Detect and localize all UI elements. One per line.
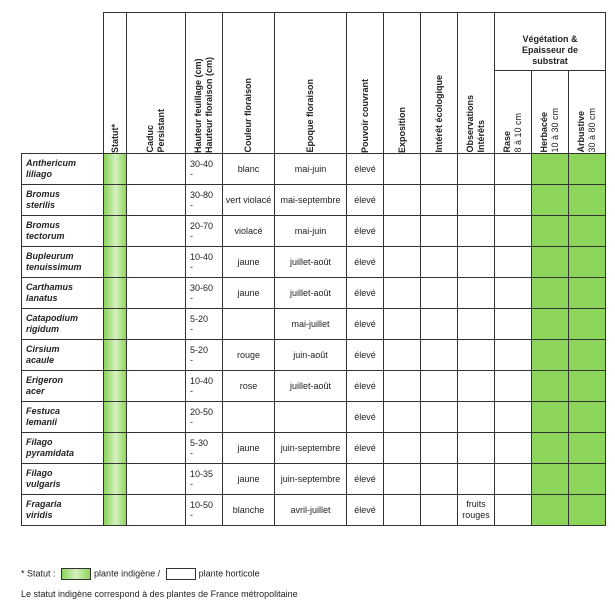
table-row [22, 340, 606, 371]
exposition-cell [384, 464, 421, 495]
pouvoir-cell: élevé [347, 309, 384, 340]
couleur-cell: rouge [223, 340, 275, 371]
pouvoir-cell: élevé [347, 247, 384, 278]
header-couleur: Couleur floraison [223, 13, 275, 154]
observations-cell: fruits rouges [458, 495, 495, 526]
herbacee-cell [532, 371, 569, 402]
rase-cell [495, 154, 532, 185]
couleur-cell: jaune [223, 464, 275, 495]
statut-cell [104, 154, 127, 185]
observations-cell [458, 433, 495, 464]
epoque-cell: avril-juillet [275, 495, 347, 526]
rase-cell [495, 495, 532, 526]
species-table [21, 12, 606, 526]
species-name: Carthamus lanatus [22, 278, 104, 309]
couleur-cell: jaune [223, 247, 275, 278]
hauteur-cell: 30-40 - [186, 154, 223, 185]
epoque-cell: juillet-août [275, 247, 347, 278]
interet-cell [421, 185, 458, 216]
caduc-cell [127, 247, 186, 278]
caduc-cell [127, 340, 186, 371]
header-observations: Observations Intérêts [458, 13, 495, 154]
exposition-cell [384, 309, 421, 340]
arbustive-cell [569, 402, 606, 433]
observations-cell [458, 340, 495, 371]
caduc-cell [127, 371, 186, 402]
exposition-cell [384, 278, 421, 309]
exposition-cell [384, 402, 421, 433]
header-interet: Intérêt écologique [421, 13, 458, 154]
rase-cell [495, 185, 532, 216]
herbacee-cell [532, 340, 569, 371]
pouvoir-cell: élevé [347, 433, 384, 464]
caduc-cell [127, 216, 186, 247]
arbustive-cell [569, 154, 606, 185]
couleur-cell: vert violacé [223, 185, 275, 216]
arbustive-cell [569, 433, 606, 464]
table-row [22, 216, 606, 247]
herbacee-cell [532, 278, 569, 309]
species-name: Catapodium rigidum [22, 309, 104, 340]
caduc-cell [127, 464, 186, 495]
statut-cell [104, 340, 127, 371]
rase-cell [495, 216, 532, 247]
arbustive-cell [569, 464, 606, 495]
hauteur-cell: 5-20 - [186, 309, 223, 340]
pouvoir-cell: élevé [347, 278, 384, 309]
observations-cell [458, 402, 495, 433]
couleur-cell: violacé [223, 216, 275, 247]
epoque-cell: juin-septembre [275, 433, 347, 464]
legend-horticole: plante horticole [198, 568, 260, 579]
hauteur-cell: 5-30 - [186, 433, 223, 464]
couleur-cell: jaune [223, 433, 275, 464]
legend-prefix: * Statut : [21, 568, 56, 579]
table-row [22, 154, 606, 185]
statut-cell [104, 185, 127, 216]
caduc-cell [127, 154, 186, 185]
hauteur-cell: 30-80 - [186, 185, 223, 216]
statut-cell [104, 278, 127, 309]
pouvoir-cell: élevé [347, 185, 384, 216]
statut-cell [104, 309, 127, 340]
hauteur-cell: 10-40 - [186, 371, 223, 402]
species-name: Fragaria viridis [22, 495, 104, 526]
couleur-cell [223, 309, 275, 340]
header-hauteur: Hauteur feuillage (cm) Hauteur floraison (cm) [186, 13, 223, 154]
interet-cell [421, 433, 458, 464]
observations-cell [458, 154, 495, 185]
statut-cell [104, 433, 127, 464]
couleur-cell: blanc [223, 154, 275, 185]
species-name: Bupleurum tenuissimum [22, 247, 104, 278]
table-row [22, 247, 606, 278]
species-name: Festuca lemanii [22, 402, 104, 433]
observations-cell [458, 278, 495, 309]
header-arbustive: Arbustive 30 à 80 cm [569, 71, 606, 154]
caduc-cell [127, 495, 186, 526]
epoque-cell: juin-août [275, 340, 347, 371]
species-name: Filago pyramidata [22, 433, 104, 464]
statut-cell [104, 247, 127, 278]
statut-cell [104, 371, 127, 402]
epoque-cell: mai-juin [275, 154, 347, 185]
epoque-cell: juin-septembre [275, 464, 347, 495]
caduc-cell [127, 278, 186, 309]
hauteur-cell: 10-40 - [186, 247, 223, 278]
herbacee-cell [532, 433, 569, 464]
species-name: Cirsium acaule [22, 340, 104, 371]
epoque-cell [275, 402, 347, 433]
epoque-cell: mai-juin [275, 216, 347, 247]
header-vegetation: Végétation & Epaisseur de substrat [495, 13, 606, 71]
couleur-cell: jaune [223, 278, 275, 309]
interet-cell [421, 247, 458, 278]
observations-cell [458, 309, 495, 340]
pouvoir-cell: élevé [347, 371, 384, 402]
interet-cell [421, 464, 458, 495]
epoque-cell: juillet-août [275, 278, 347, 309]
arbustive-cell [569, 371, 606, 402]
arbustive-cell [569, 278, 606, 309]
rase-cell [495, 247, 532, 278]
statut-cell [104, 495, 127, 526]
herbacee-cell [532, 402, 569, 433]
observations-cell [458, 185, 495, 216]
table-row [22, 402, 606, 433]
legend-statut [21, 568, 260, 580]
table-row [22, 371, 606, 402]
header-caduc: Caduc Persistant [127, 13, 186, 154]
pouvoir-cell: élevé [347, 402, 384, 433]
caduc-cell [127, 309, 186, 340]
table-row [22, 185, 606, 216]
hauteur-cell: 5-20 - [186, 340, 223, 371]
observations-cell [458, 216, 495, 247]
epoque-cell: mai-septembre [275, 185, 347, 216]
legend-note: Le statut indigène correspond à des plantes de France métropolitaine [21, 589, 298, 599]
hauteur-cell: 10-35 - [186, 464, 223, 495]
hauteur-cell: 20-70 - [186, 216, 223, 247]
species-name: Bromus sterilis [22, 185, 104, 216]
rase-cell [495, 371, 532, 402]
pouvoir-cell: élevé [347, 464, 384, 495]
interet-cell [421, 278, 458, 309]
statut-cell [104, 464, 127, 495]
rase-cell [495, 402, 532, 433]
couleur-cell: rose [223, 371, 275, 402]
legend-indigene: plante indigène / [94, 568, 161, 579]
table-row [22, 464, 606, 495]
header-statut: Statut* [104, 13, 127, 154]
hauteur-cell: 20-50 - [186, 402, 223, 433]
arbustive-cell [569, 247, 606, 278]
herbacee-cell [532, 247, 569, 278]
couleur-cell [223, 402, 275, 433]
arbustive-cell [569, 309, 606, 340]
interet-cell [421, 495, 458, 526]
header-exposition: Exposition [384, 13, 421, 154]
epoque-cell: juillet-août [275, 371, 347, 402]
herbacee-cell [532, 216, 569, 247]
table-row [22, 278, 606, 309]
statut-cell [104, 216, 127, 247]
interet-cell [421, 216, 458, 247]
observations-cell [458, 371, 495, 402]
caduc-cell [127, 402, 186, 433]
corner-cell [22, 13, 104, 154]
header-herbacee: Herbacée 10 à 30 cm [532, 71, 569, 154]
herbacee-cell [532, 154, 569, 185]
herbacee-cell [532, 309, 569, 340]
epoque-cell: mai-juillet [275, 309, 347, 340]
pouvoir-cell: élevé [347, 495, 384, 526]
table-row [22, 309, 606, 340]
observations-cell [458, 247, 495, 278]
species-name: Bromus tectorum [22, 216, 104, 247]
rase-cell [495, 340, 532, 371]
interet-cell [421, 340, 458, 371]
exposition-cell [384, 495, 421, 526]
exposition-cell [384, 216, 421, 247]
header-epoque: Epoque floraison [275, 13, 347, 154]
arbustive-cell [569, 340, 606, 371]
pouvoir-cell: élevé [347, 154, 384, 185]
rase-cell [495, 309, 532, 340]
statut-cell [104, 402, 127, 433]
interet-cell [421, 371, 458, 402]
interet-cell [421, 154, 458, 185]
herbacee-cell [532, 495, 569, 526]
caduc-cell [127, 433, 186, 464]
interet-cell [421, 402, 458, 433]
species-name: Filago vulgaris [22, 464, 104, 495]
table-row [22, 495, 606, 526]
exposition-cell [384, 340, 421, 371]
herbacee-cell [532, 464, 569, 495]
pouvoir-cell: élevé [347, 216, 384, 247]
hauteur-cell: 30-60 - [186, 278, 223, 309]
exposition-cell [384, 185, 421, 216]
legend-horticole-swatch [166, 568, 196, 580]
species-name: Erigeron acer [22, 371, 104, 402]
rase-cell [495, 433, 532, 464]
header-pouvoir: Pouvoir couvrant [347, 13, 384, 154]
arbustive-cell [569, 495, 606, 526]
herbacee-cell [532, 185, 569, 216]
header-rase: Rase 8 à 10 cm [495, 71, 532, 154]
couleur-cell: blanche [223, 495, 275, 526]
interet-cell [421, 309, 458, 340]
hauteur-cell: 10-50 - [186, 495, 223, 526]
legend-indigene-swatch [61, 568, 91, 580]
exposition-cell [384, 247, 421, 278]
species-name: Anthericum liliago [22, 154, 104, 185]
rase-cell [495, 278, 532, 309]
pouvoir-cell: élevé [347, 340, 384, 371]
exposition-cell [384, 154, 421, 185]
rase-cell [495, 464, 532, 495]
exposition-cell [384, 433, 421, 464]
observations-cell [458, 464, 495, 495]
caduc-cell [127, 185, 186, 216]
arbustive-cell [569, 216, 606, 247]
table-row [22, 433, 606, 464]
exposition-cell [384, 371, 421, 402]
arbustive-cell [569, 185, 606, 216]
